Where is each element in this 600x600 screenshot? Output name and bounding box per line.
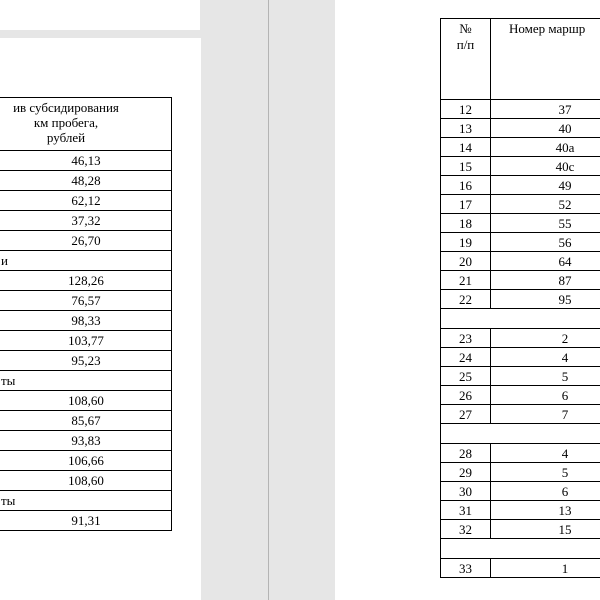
subsidy-rate-cell: 93,83 — [0, 431, 172, 451]
table-row — [441, 176, 600, 195]
table-row — [0, 351, 172, 371]
header-line: № — [459, 21, 472, 36]
route-column-header: Номер маршр — [491, 19, 600, 100]
subsidy-rate-cell: 62,12 — [0, 191, 172, 211]
table-row — [441, 386, 600, 405]
row-number-cell: 21 — [441, 271, 491, 290]
row-number-cell: 22 — [441, 290, 491, 309]
subsidy-rate-cell: 46,13 — [0, 151, 172, 171]
subsidy-rate-cell: 95,23 — [0, 351, 172, 371]
subsidy-rate-cell: 128,26 — [0, 271, 172, 291]
table-row — [441, 348, 600, 367]
table-row — [441, 214, 600, 233]
route-number-cell: 13 — [491, 501, 600, 520]
group-separator-row — [441, 424, 600, 444]
table-row — [441, 252, 600, 271]
table-row — [0, 211, 172, 231]
table-row — [441, 100, 600, 119]
row-number-cell: 18 — [441, 214, 491, 233]
group-separator-row — [441, 539, 600, 559]
row-number-cell: 25 — [441, 367, 491, 386]
subsidy-rate-cell: 98,33 — [0, 311, 172, 331]
row-number-cell: 32 — [441, 520, 491, 539]
subsidy-rate-cell: 85,67 — [0, 411, 172, 431]
route-table — [440, 18, 600, 578]
group-label: ты — [0, 491, 172, 511]
table-row — [441, 271, 600, 290]
row-number-cell: 17 — [441, 195, 491, 214]
document-page-right — [335, 0, 600, 600]
table-row — [0, 331, 172, 351]
table-row — [441, 405, 600, 424]
table-row — [0, 511, 172, 531]
route-number-cell: 40 — [491, 119, 600, 138]
group-separator-row — [441, 309, 600, 329]
subsidy-rate-cell: 106,66 — [0, 451, 172, 471]
subsidy-rate-cell: 76,57 — [0, 291, 172, 311]
table-row — [0, 151, 172, 171]
group-row — [0, 371, 172, 391]
table-row — [441, 463, 600, 482]
table-row — [441, 119, 600, 138]
route-number-cell: 95 — [491, 290, 600, 309]
row-number-cell: 24 — [441, 348, 491, 367]
table-row — [441, 157, 600, 176]
table-row — [0, 471, 172, 491]
document-page-left — [0, 38, 201, 600]
table-header-row — [0, 98, 172, 151]
subsidy-rate-cell: 48,28 — [0, 171, 172, 191]
row-number-cell: 12 — [441, 100, 491, 119]
table-row — [0, 391, 172, 411]
row-number-cell: 19 — [441, 233, 491, 252]
subsidy-rate-header — [0, 98, 172, 151]
route-number-cell: 5 — [491, 463, 600, 482]
route-number-cell: 52 — [491, 195, 600, 214]
route-number-cell: 6 — [491, 386, 600, 405]
group-row — [0, 491, 172, 511]
table-header-row — [441, 19, 600, 100]
route-number-cell: 2 — [491, 329, 600, 348]
table-row — [441, 329, 600, 348]
table-row — [0, 271, 172, 291]
row-number-cell: 26 — [441, 386, 491, 405]
table-row — [441, 367, 600, 386]
table-row — [441, 501, 600, 520]
group-separator-cell — [441, 424, 600, 444]
table-row — [0, 431, 172, 451]
header-line: км пробега, — [33, 115, 99, 130]
subsidy-rate-table — [0, 97, 172, 531]
subsidy-rate-cell: 108,60 — [0, 471, 172, 491]
row-number-cell: 20 — [441, 252, 491, 271]
route-number-cell: 6 — [491, 482, 600, 501]
row-number-cell: 23 — [441, 329, 491, 348]
table-row — [441, 444, 600, 463]
route-number-cell: 5 — [491, 367, 600, 386]
row-number-cell: 16 — [441, 176, 491, 195]
route-number-cell: 55 — [491, 214, 600, 233]
route-number-cell: 56 — [491, 233, 600, 252]
page-gap-divider — [268, 0, 269, 600]
header-line: рублей — [46, 130, 86, 145]
header-line: п/п — [456, 37, 475, 52]
row-number-cell: 29 — [441, 463, 491, 482]
row-number-cell: 30 — [441, 482, 491, 501]
group-row — [0, 251, 172, 271]
number-column-header — [441, 19, 491, 100]
route-number-cell: 7 — [491, 405, 600, 424]
subsidy-rate-cell: 103,77 — [0, 331, 172, 351]
table-row — [0, 411, 172, 431]
route-number-cell: 37 — [491, 100, 600, 119]
header-line: ив субсидирования — [13, 100, 119, 115]
row-number-cell: 13 — [441, 119, 491, 138]
subsidy-rate-cell: 91,31 — [0, 511, 172, 531]
table-row — [441, 195, 600, 214]
route-number-cell: 87 — [491, 271, 600, 290]
table-row — [0, 231, 172, 251]
table-row — [0, 291, 172, 311]
table-row — [441, 520, 600, 539]
route-number-cell: 40с — [491, 157, 600, 176]
route-number-cell: 4 — [491, 348, 600, 367]
table-row — [0, 191, 172, 211]
table-row — [0, 451, 172, 471]
table-row — [441, 559, 600, 578]
table-row — [0, 311, 172, 331]
table-row — [0, 171, 172, 191]
row-number-cell: 15 — [441, 157, 491, 176]
row-number-cell: 31 — [441, 501, 491, 520]
row-number-cell: 28 — [441, 444, 491, 463]
row-number-cell: 27 — [441, 405, 491, 424]
group-label: и — [0, 251, 172, 271]
previous-page-bottom — [0, 0, 200, 30]
row-number-cell: 14 — [441, 138, 491, 157]
route-number-cell: 4 — [491, 444, 600, 463]
subsidy-rate-cell: 37,32 — [0, 211, 172, 231]
subsidy-rate-cell: 26,70 — [0, 231, 172, 251]
group-label: ты — [0, 371, 172, 391]
row-number-cell: 33 — [441, 559, 491, 578]
route-number-cell: 40а — [491, 138, 600, 157]
route-number-cell: 1 — [491, 559, 600, 578]
table-row — [441, 233, 600, 252]
table-row — [441, 290, 600, 309]
group-separator-cell — [441, 309, 600, 329]
route-number-cell: 15 — [491, 520, 600, 539]
subsidy-rate-cell: 108,60 — [0, 391, 172, 411]
group-separator-cell — [441, 539, 600, 559]
table-row — [441, 138, 600, 157]
route-number-cell: 49 — [491, 176, 600, 195]
route-number-cell: 64 — [491, 252, 600, 271]
table-row — [441, 482, 600, 501]
